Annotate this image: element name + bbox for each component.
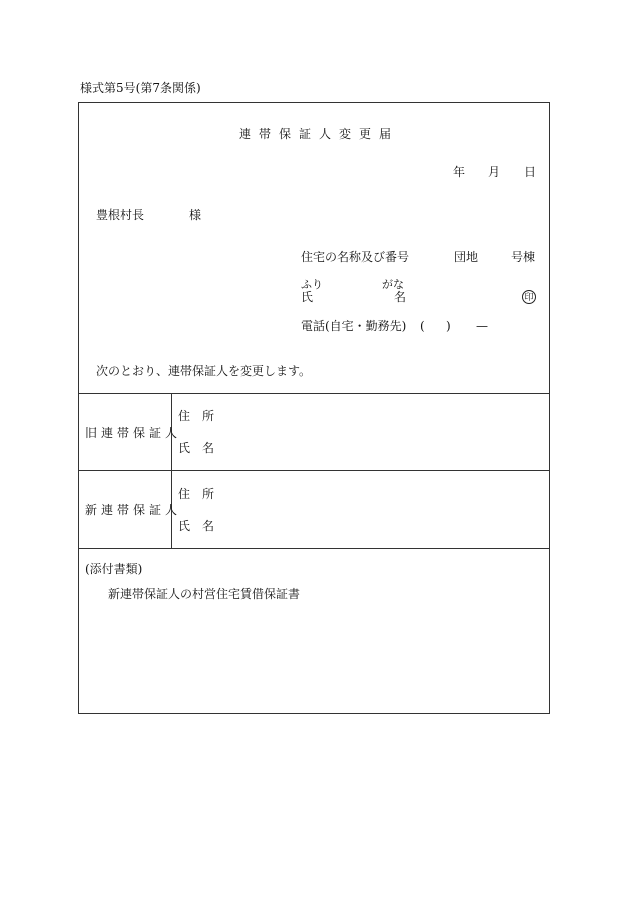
form-title: 連帯保証人変更届 xyxy=(239,127,400,141)
furigana-furi: ふり xyxy=(301,278,323,291)
date-month-label: 月 xyxy=(488,165,501,179)
furigana-gana: がな xyxy=(382,278,404,291)
date-day-label: 日 xyxy=(524,165,537,179)
attachments-label: (添付書類) xyxy=(85,562,143,576)
seal-mark: 印 xyxy=(522,290,536,304)
phone-open-paren: ( xyxy=(420,319,425,333)
divider-old-top xyxy=(79,393,549,394)
phone-label: 電話(自宅・勤務先) xyxy=(301,319,407,333)
divider-new-top xyxy=(79,470,549,471)
name-shi-label: 氏 xyxy=(301,290,314,304)
new-address-label: 住 所 xyxy=(178,487,215,501)
new-name-label: 氏 名 xyxy=(178,519,215,533)
addressee-honorific: 様 xyxy=(189,208,202,222)
old-guarantor-label: 旧連帯保証人 xyxy=(85,426,182,440)
old-address-label: 住 所 xyxy=(178,409,215,423)
danchi-label: 団地 xyxy=(454,250,479,264)
phone-close-paren: ) xyxy=(446,319,451,333)
gotou-label: 号棟 xyxy=(511,250,536,264)
divider-attach-top xyxy=(79,548,549,549)
statement-text: 次のとおり、連帯保証人を変更します。 xyxy=(96,364,312,378)
form-box xyxy=(78,102,550,714)
label-column-divider xyxy=(171,393,172,548)
date-year-label: 年 xyxy=(453,165,466,179)
housing-label: 住宅の名称及び番号 xyxy=(301,250,410,264)
form-number: 様式第5号(第7条関係) xyxy=(80,81,201,95)
addressee-name: 豊根村長 xyxy=(96,208,145,222)
phone-dash: — xyxy=(476,319,488,333)
old-name-label: 氏 名 xyxy=(178,441,215,455)
new-guarantor-label: 新連帯保証人 xyxy=(85,503,182,517)
name-mei-label: 名 xyxy=(394,290,407,304)
attachment-item: 新連帯保証人の村営住宅賃借保証書 xyxy=(108,587,301,601)
